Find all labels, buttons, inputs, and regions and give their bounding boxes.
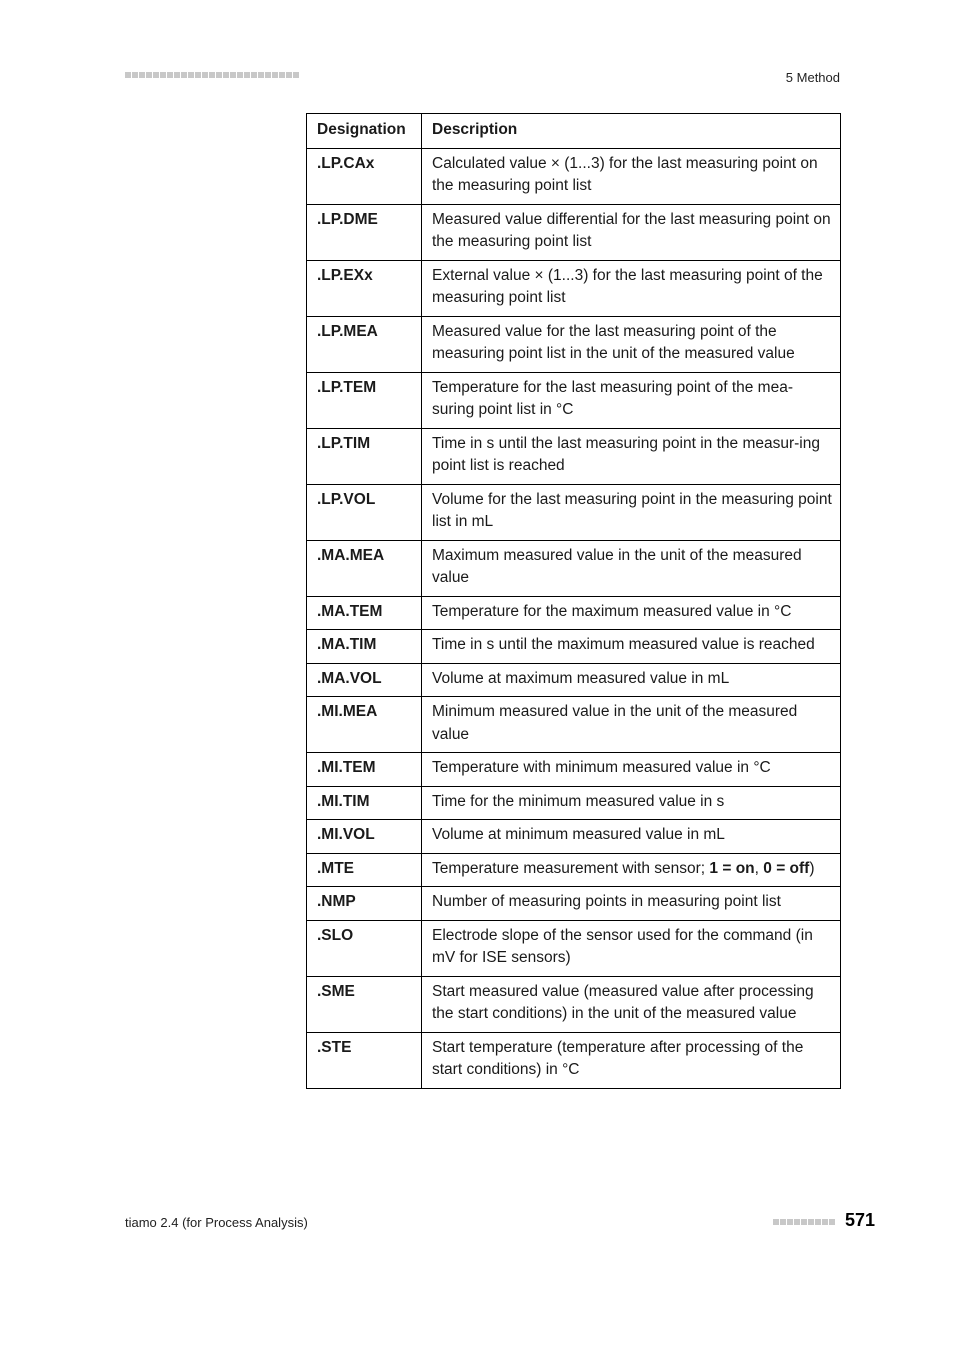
table-row	[307, 753, 841, 787]
description-cell: Maximum measured value in the unit of the measured value	[422, 540, 841, 596]
description-text: ,	[754, 859, 764, 877]
header-section-title: 5 Method	[785, 70, 840, 85]
description-cell: Measured value for the last measuring point of the measuring point list in the unit of the measured value	[422, 316, 841, 372]
description-cell: Volume at maximum measured value in mL	[422, 663, 841, 697]
description-cell: Temperature for the last measuring point of the mea-suring point list in °C	[422, 372, 841, 428]
table-row	[307, 484, 841, 540]
description-cell: External value × (1...3) for the last measuring point of the measuring point list	[422, 260, 841, 316]
designation-cell: .MA.TIM	[307, 630, 422, 664]
table-row	[307, 372, 841, 428]
description-cell: Number of measuring points in measuring point list	[422, 887, 841, 921]
description-cell: Time for the minimum measured value in s	[422, 786, 841, 820]
designation-cell: .SLO	[307, 920, 422, 976]
table-row	[307, 820, 841, 854]
description-emphasis: 0 = off	[763, 859, 810, 877]
column-header-description: Description	[422, 114, 841, 149]
page-number: 571	[845, 1210, 876, 1230]
designation-cell: .MI.VOL	[307, 820, 422, 854]
designation-cell: .LP.VOL	[307, 484, 422, 540]
designation-cell: .MI.TIM	[307, 786, 422, 820]
designation-cell: .SME	[307, 976, 422, 1032]
description-emphasis: 1 = on	[709, 859, 755, 877]
table-row	[307, 887, 841, 921]
table-row	[307, 976, 841, 1032]
table-body	[307, 148, 841, 1088]
footer-product-name: tiamo 2.4 (for Process Analysis)	[125, 1215, 308, 1230]
designation-cell: .LP.CAx	[307, 148, 422, 204]
designation-cell: .LP.DME	[307, 204, 422, 260]
description-text: )	[809, 859, 815, 877]
description-cell	[422, 853, 841, 887]
description-cell: Time in s until the last measuring point in the measur-ing point list is reached	[422, 428, 841, 484]
designation-cell: .MA.TEM	[307, 596, 422, 630]
description-cell: Time in s until the maximum measured value is reached	[422, 630, 841, 664]
description-cell: Electrode slope of the sensor used for the command (in mV for ISE sensors)	[422, 920, 841, 976]
designation-cell: .LP.TEM	[307, 372, 422, 428]
table-row	[307, 663, 841, 697]
designation-cell: .STE	[307, 1032, 422, 1088]
table-row	[307, 316, 841, 372]
table-row	[307, 596, 841, 630]
table-row	[307, 260, 841, 316]
table-row	[307, 786, 841, 820]
table-row	[307, 1032, 841, 1088]
table-header-row	[307, 114, 841, 149]
table-row	[307, 540, 841, 596]
designation-cell: .LP.TIM	[307, 428, 422, 484]
table-row	[307, 148, 841, 204]
description-text: Temperature measurement with sensor;	[432, 859, 710, 877]
designation-cell: .MI.MEA	[307, 697, 422, 753]
table-row	[307, 853, 841, 887]
designation-cell: .LP.EXx	[307, 260, 422, 316]
designation-cell: .MI.TEM	[307, 753, 422, 787]
designation-cell: .MA.MEA	[307, 540, 422, 596]
description-cell: Start measured value (measured value after processing the start conditions) in the unit of the measured value	[422, 976, 841, 1032]
footer-decoration	[773, 1219, 835, 1225]
description-cell: Start temperature (temperature after processing of the start conditions) in °C	[422, 1032, 841, 1088]
column-header-designation: Designation	[307, 114, 422, 149]
designation-cell: .NMP	[307, 887, 422, 921]
designation-cell: .MTE	[307, 853, 422, 887]
table-row	[307, 920, 841, 976]
table-row	[307, 428, 841, 484]
designation-cell: .MA.VOL	[307, 663, 422, 697]
description-cell: Temperature for the maximum measured value in °C	[422, 596, 841, 630]
table-row	[307, 630, 841, 664]
description-cell: Measured value differential for the last measuring point on the measuring point list	[422, 204, 841, 260]
header-decoration	[125, 72, 299, 78]
designation-cell: .LP.MEA	[307, 316, 422, 372]
description-cell: Minimum measured value in the unit of the measured value	[422, 697, 841, 753]
table-row	[307, 697, 841, 753]
table-row	[307, 204, 841, 260]
description-cell: Volume at minimum measured value in mL	[422, 820, 841, 854]
description-cell: Volume for the last measuring point in the measuring point list in mL	[422, 484, 841, 540]
description-cell: Calculated value × (1...3) for the last measuring point on the measuring point list	[422, 148, 841, 204]
designation-table	[306, 113, 841, 1089]
description-cell: Temperature with minimum measured value in °C	[422, 753, 841, 787]
